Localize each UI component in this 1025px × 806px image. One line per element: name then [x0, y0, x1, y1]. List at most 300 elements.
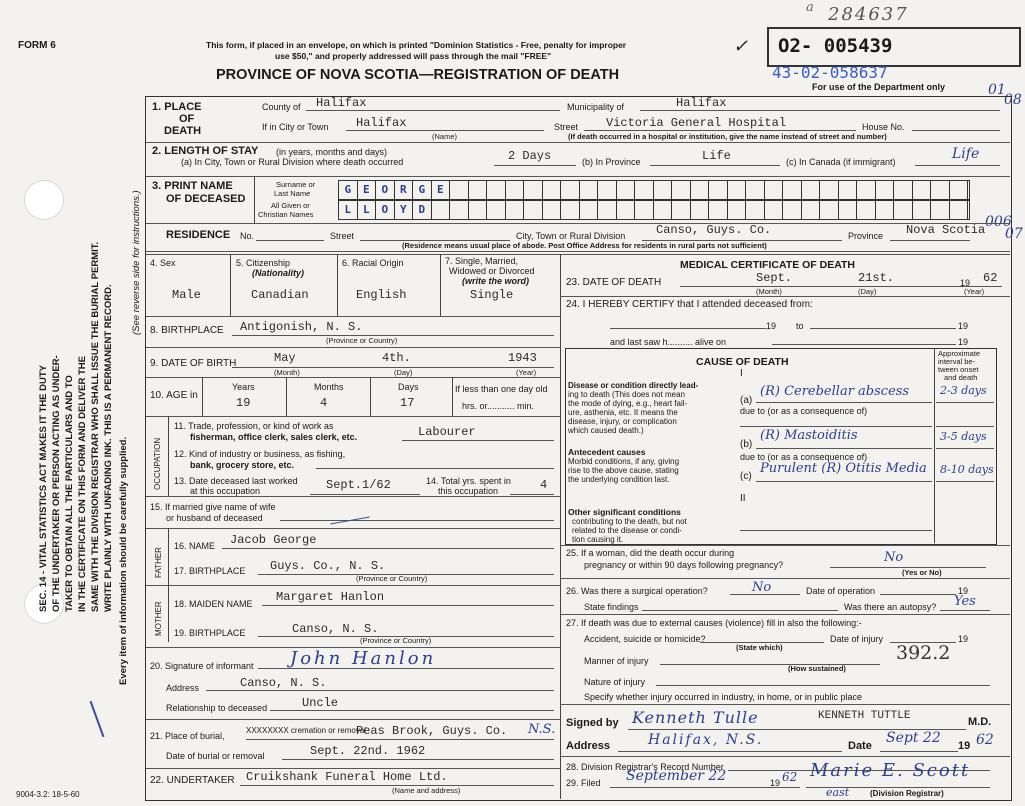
- surname-empty-cell: [876, 181, 895, 199]
- injury-date-19: 19: [958, 634, 969, 644]
- interval-2: interval be-: [938, 357, 976, 366]
- filed-year: 62: [782, 770, 798, 784]
- sig-year: 62: [976, 732, 994, 748]
- interval-b-line: [936, 448, 994, 449]
- burial-date-label: Date of burial or removal: [166, 751, 265, 761]
- part-one: I: [740, 368, 743, 379]
- length-of-stay-label: 2. LENGTH OF STAY: [152, 145, 259, 157]
- birthplace-sub: (Province or Country): [326, 336, 398, 345]
- father-sub: (Province or Country): [356, 574, 428, 583]
- burial-place-hw: N.S.: [528, 722, 556, 737]
- side-text-line6: Every item of information should be carefully supplied.: [118, 436, 129, 685]
- surname-letter: R: [395, 181, 414, 199]
- signer-signature: Kenneth Tulle: [632, 708, 759, 727]
- residence-no-line: [256, 240, 324, 241]
- given-name-empty-cell: [635, 201, 654, 219]
- surname-empty-cell: [746, 181, 765, 199]
- certify-to-line: [810, 328, 956, 329]
- death-year-sub: (Year): [964, 287, 985, 296]
- age-months-label: Months: [314, 382, 344, 392]
- print-name-label-1: 3. PRINT NAME: [152, 180, 233, 192]
- given-name-empty-cell: [783, 201, 802, 219]
- father-name-label: 16. NAME: [174, 541, 216, 551]
- cause-c: Purulent (R) Otitis Media: [760, 461, 927, 476]
- filed-year-prefix: 19: [770, 778, 781, 788]
- street-value: Victoria General Hospital: [606, 116, 787, 130]
- origin-label: 6. Racial Origin: [342, 258, 404, 268]
- last-worked-label-2: at this occupation: [190, 486, 261, 496]
- residence-province-line: [890, 240, 970, 241]
- side-text-line1: SEC. 14 - VITAL STATISTICS ACT MAKES IT THE DUTY: [38, 364, 49, 612]
- age-div-3: [452, 377, 453, 416]
- burial-place-label: 21. Place of burial,: [150, 731, 225, 741]
- stay-province-label: (b) In Province: [582, 157, 641, 167]
- interval-1: Approximate: [938, 349, 981, 358]
- mother-birthplace: Canso, N. S.: [292, 622, 379, 636]
- autopsy-line: [940, 610, 990, 611]
- certify-label: 24. I HEREBY CERTIFY that I attended deceased from:: [566, 299, 813, 310]
- stay-province-value: Life: [702, 149, 731, 163]
- findings-line: [642, 610, 838, 611]
- death-date-line: [680, 286, 1002, 287]
- sep-r2: [560, 545, 1010, 546]
- hospital-note: (If death occurred in a hospital or institution, give the name instead of street and number): [568, 132, 887, 141]
- undertaker-label: 22. UNDERTAKER: [150, 775, 235, 786]
- surname-empty-cell: [487, 181, 506, 199]
- given-name-empty-cell: [913, 201, 932, 219]
- municipality-value: Halifax: [676, 96, 727, 110]
- father-birthplace-label: 17. BIRTHPLACE: [174, 566, 246, 576]
- given-name-empty-cell: [672, 201, 691, 219]
- blank-line-1b: [936, 426, 994, 427]
- industry-label-1: 12. Kind of industry or business, as fishing,: [174, 449, 346, 459]
- surname-empty-cell: [598, 181, 617, 199]
- surname-empty-cell: [802, 181, 821, 199]
- surname-empty-cell: [580, 181, 599, 199]
- print-code: 9004-3.2: 18-5-60: [16, 790, 80, 799]
- burial-date-line: [282, 759, 554, 760]
- interval-c: 8-10 days: [940, 463, 994, 476]
- father-name: Jacob George: [230, 533, 317, 547]
- mother-sub: (Province or Country): [360, 636, 432, 645]
- place-label-3: DEATH: [164, 125, 202, 137]
- woman-label-1: 25. If a woman, did the death occur during: [566, 548, 735, 558]
- burial-place-label-b: XXXXXXXX cremation or removal: [246, 726, 367, 735]
- death-year: 62: [983, 271, 998, 285]
- form-number: FORM 6: [18, 40, 56, 51]
- sig-address-line: [618, 751, 842, 752]
- surname-label-2: Last Name: [274, 189, 311, 198]
- margin-code-3: 006: [985, 214, 1012, 230]
- side-text-line3: TAKER TO OBTAIN ALL THE PARTICULARS AND TO: [64, 375, 75, 612]
- municipality-label: Municipality of: [567, 102, 625, 112]
- residence-label: RESIDENCE: [166, 229, 231, 241]
- informant-address: Canso, N. S.: [240, 676, 327, 690]
- center-divider: [560, 254, 561, 799]
- given-name-empty-cell: [598, 201, 617, 219]
- accident-label: Accident, suicide or homicide?: [584, 634, 706, 644]
- external-label: 27. If death was due to external causes (violence) fill in also the following:-: [566, 618, 862, 628]
- under-day-2: hrs. or........... min.: [462, 401, 535, 411]
- residence-city-label: City, Town or Rural Division: [516, 231, 626, 241]
- residence-no-label: No.: [240, 231, 255, 241]
- certify-from-line: [610, 328, 766, 329]
- industry-line: [316, 468, 554, 469]
- spouse-label-2: or husband of deceased: [166, 513, 263, 523]
- given-name-empty-cell: [450, 201, 469, 219]
- injury-date-label: Date of injury: [830, 634, 884, 644]
- surname-empty-cell: [894, 181, 913, 199]
- antecedent-1: Antecedent causes: [568, 447, 646, 457]
- cause-title: CAUSE OF DEATH: [696, 356, 789, 368]
- surname-empty-cell: [728, 181, 747, 199]
- sig-address-label: Address: [566, 740, 611, 752]
- sig-date: Sept 22: [886, 730, 941, 746]
- sep-5: [146, 316, 560, 317]
- given-name-empty-cell: [543, 201, 562, 219]
- age-days-label: Days: [398, 382, 419, 392]
- undertaker-sub: (Name and address): [392, 786, 461, 795]
- last-worked-line: [310, 494, 420, 495]
- given-name-empty-cell: [802, 201, 821, 219]
- antecedent-2: Morbid conditions, if any, giving: [568, 457, 680, 466]
- surname-letter: G: [413, 181, 432, 199]
- county-label: County of: [262, 102, 301, 112]
- surname-empty-cell: [561, 181, 580, 199]
- spouse-line: [280, 520, 554, 521]
- disease-label-6: which caused death.): [568, 426, 644, 435]
- dob-day-sub: (Day): [394, 368, 413, 377]
- age-years: 19: [236, 396, 251, 410]
- status-label-3: (write the word): [462, 276, 529, 286]
- father-birthplace: Guys. Co., N. S.: [270, 559, 386, 573]
- part-two: II: [740, 493, 746, 504]
- state-findings: State findings: [584, 602, 639, 612]
- birthplace-label: 8. BIRTHPLACE: [150, 325, 224, 336]
- burial-date: Sept. 22nd. 1962: [310, 744, 426, 758]
- relationship-line: [270, 710, 554, 711]
- cause-b-line: [756, 448, 932, 449]
- sex-label: 4. Sex: [150, 258, 176, 268]
- punch-hole-top: [24, 180, 64, 220]
- specify-label: Specify whether injury occurred in industry, in home, or in public place: [584, 692, 862, 702]
- trade-line: [402, 440, 554, 441]
- given-name-empty-cell: [691, 201, 710, 219]
- death-day-sub: (Day): [858, 287, 877, 296]
- total-years-label-2: this occupation: [438, 486, 499, 496]
- city-name-sub: (Name): [432, 132, 458, 141]
- age-div-0: [202, 377, 203, 416]
- place-label-2: OF: [179, 113, 195, 125]
- cause-interval-div: [934, 348, 935, 543]
- signed-label: Signed by: [566, 717, 619, 729]
- disease-label-1: Disease or condition directly lead-: [568, 381, 699, 390]
- surgery-label: 26. Was there a surgical operation?: [566, 586, 708, 596]
- line-b: (b): [740, 439, 753, 450]
- side-text-line5: WRITE PLAINLY WITH UNFADING INK. THIS IS A PERMANENT RECORD.: [103, 284, 114, 612]
- registrar-signature: Marie E. Scott: [810, 760, 971, 781]
- dob-day: 4th.: [382, 351, 411, 365]
- autopsy-answer: Yes: [954, 594, 976, 609]
- cause-b: (R) Mastoiditis: [760, 428, 858, 443]
- last-worked-label-1: 13. Date deceased last worked: [174, 476, 298, 486]
- surgery-line: [730, 594, 800, 595]
- sep-8: [146, 416, 560, 417]
- city-label: If in City or Town: [262, 122, 329, 132]
- father-side-div: [168, 528, 169, 585]
- pers-div-3: [440, 254, 441, 317]
- other-line: [740, 530, 932, 531]
- department-use: For use of the Department only: [812, 82, 946, 92]
- given-name-empty-cell: [506, 201, 525, 219]
- residence-note: (Residence means usual place of abode. Post Office Address for residents in rural parts not sufficient): [402, 241, 767, 250]
- surname-empty-cell: [506, 181, 525, 199]
- county-value: Halifax: [316, 96, 367, 110]
- surname-label-1: Surname or: [276, 180, 316, 189]
- given-name-empty-cell: [432, 201, 451, 219]
- under-day-1: If less than one day old: [455, 384, 548, 394]
- total-years-value: 4: [540, 478, 548, 492]
- registrar-sub: east: [826, 786, 850, 799]
- surname-empty-cell: [617, 181, 636, 199]
- municipality-line: [640, 110, 1000, 111]
- record-label: 28. Division Registrar's Record Number: [566, 762, 724, 772]
- surname-letter: E: [432, 181, 451, 199]
- city-line: [346, 130, 544, 131]
- disease-label-5: disease, injury, or complication: [568, 417, 677, 426]
- relationship-label: Relationship to deceased: [166, 703, 268, 713]
- death-month-sub: (Month): [756, 287, 782, 296]
- line-a: (a): [740, 395, 753, 406]
- street-label: Street: [554, 122, 579, 132]
- yes-no-sub: (Yes or No): [902, 568, 942, 577]
- envelope-note-1: This form, if placed in an envelope, on which is printed "Dominion Statistics - Free, penalty for improper: [206, 40, 627, 50]
- other-3: related to the disease or condi-: [572, 526, 682, 535]
- last-saw-19: 19: [958, 337, 969, 347]
- last-worked-value: Sept.1/62: [326, 478, 391, 492]
- op-date-line: [880, 594, 956, 595]
- surname-empty-cell: [469, 181, 488, 199]
- manner-label: Manner of injury: [584, 656, 649, 666]
- stay-province-line: [650, 165, 780, 166]
- burial-place: Peas Brook, Guys. Co.: [356, 724, 508, 738]
- age-days: 17: [400, 396, 415, 410]
- surname-letter: G: [339, 181, 358, 199]
- death-month: Sept.: [756, 271, 793, 285]
- given-name-empty-cell: [839, 201, 858, 219]
- last-saw-label: and last saw h.......... alive on: [610, 337, 727, 347]
- interval-4: and death: [944, 373, 978, 382]
- place-label-1: 1. PLACE: [152, 101, 202, 113]
- interval-b: 3-5 days: [940, 430, 987, 443]
- death-year-prefix: 19: [960, 278, 971, 288]
- side-text-line4b: IN THE CERTIFICATE ON THIS FORM AND DELIVER THE: [77, 356, 88, 612]
- interval-3: tween onset: [938, 365, 979, 374]
- margin-code-4: 07: [1005, 226, 1023, 242]
- sep-2: [146, 176, 1010, 177]
- filed-line: [610, 787, 800, 788]
- citizenship-sub: (Nationality): [252, 268, 305, 278]
- medical-title: MEDICAL CERTIFICATE OF DEATH: [680, 259, 855, 271]
- given-name-empty-cell: [654, 201, 673, 219]
- stamp-number: 43-02-058637: [772, 63, 888, 82]
- state-which: (State which): [736, 643, 783, 652]
- age-div-1: [286, 377, 287, 416]
- given-name-letter: O: [376, 201, 395, 219]
- stay-canada-value: Life: [952, 146, 980, 162]
- dob-month: May: [274, 351, 296, 365]
- md-label: M.D.: [968, 716, 992, 728]
- age-label: 10. AGE in: [150, 390, 198, 401]
- sep-14: [146, 768, 560, 769]
- filed-label: 29. Filed: [566, 778, 601, 788]
- origin-value: English: [356, 288, 407, 302]
- total-years-line: [510, 494, 554, 495]
- given-name-empty-cell: [857, 201, 876, 219]
- form-title: PROVINCE OF NOVA SCOTIA—REGISTRATION OF DEATH: [216, 67, 620, 83]
- mother-side-div: [168, 585, 169, 642]
- given-name-empty-cell: [876, 201, 895, 219]
- surname-empty-cell: [672, 181, 691, 199]
- margin-code-1: 01: [988, 82, 1006, 98]
- informant-address-line: [206, 690, 554, 691]
- interval-c-line: [936, 481, 994, 482]
- county-line: [306, 110, 560, 111]
- antecedent-3: rise to the above cause, stating: [568, 466, 679, 475]
- surname-empty-cell: [524, 181, 543, 199]
- status-label-1: 7. Single, Married,: [445, 256, 519, 266]
- sex-value: Male: [172, 288, 201, 302]
- line-c: (c): [740, 471, 752, 482]
- code-value: 392.2: [896, 642, 951, 664]
- house-line: [912, 130, 1000, 131]
- surname-empty-cell: [635, 181, 654, 199]
- stay-city-value: 2 Days: [508, 149, 552, 163]
- mother-side-label: MOTHER: [154, 601, 163, 636]
- manner-line: [660, 664, 880, 665]
- signer-printed: KENNETH TUTTLE: [818, 710, 911, 722]
- envelope-note-2: use $50," and properly addressed will pass through the mail "FREE": [275, 51, 552, 61]
- given-name-empty-cell: [617, 201, 636, 219]
- surname-empty-cell: [543, 181, 562, 199]
- father-side-label: FATHER: [154, 547, 163, 578]
- residence-province-value: Nova Scotia: [906, 223, 986, 237]
- city-value: Halifax: [356, 116, 407, 130]
- trade-value: Labourer: [418, 425, 476, 439]
- age-months: 4: [320, 396, 328, 410]
- residence-province-label: Province: [848, 231, 884, 241]
- given-name-letter: L: [358, 201, 377, 219]
- given-name-empty-cell: [728, 201, 747, 219]
- given-name-empty-cell: [931, 201, 950, 219]
- surname-empty-cell: [839, 181, 858, 199]
- residence-street-label: Street: [330, 231, 355, 241]
- handwritten-top-number: 284637: [828, 4, 909, 25]
- filed-date: September 22: [626, 768, 727, 784]
- surname-empty-cell: [709, 181, 728, 199]
- surname-empty-cell: [450, 181, 469, 199]
- sep-9: [146, 496, 560, 497]
- given-name-empty-cell: [709, 201, 728, 219]
- cause-a: (R) Cerebellar abscess: [760, 384, 910, 399]
- sep-r3: [560, 578, 1010, 579]
- last-saw-line: [772, 344, 956, 345]
- interval-a: 2-3 days: [940, 384, 987, 397]
- surname-empty-cell: [654, 181, 673, 199]
- surname-empty-cell: [783, 181, 802, 199]
- sep-4b: [146, 254, 1010, 255]
- name-divider: [254, 177, 255, 223]
- margin-pen-stroke: [90, 701, 105, 737]
- trade-label-2: fisherman, office clerk, sales clerk, etc.: [190, 432, 358, 442]
- given-name-empty-cell: [561, 201, 580, 219]
- sep-r1: [560, 296, 1010, 297]
- informant-address-label: Address: [166, 683, 200, 693]
- disease-label-4: ure, asthenia, etc. It means the: [568, 408, 678, 417]
- house-label: House No.: [862, 122, 905, 132]
- interval-a-line: [936, 402, 994, 403]
- undertaker-name: Cruikshank Funeral Home Ltd.: [246, 770, 448, 784]
- certify-to: to: [796, 321, 804, 331]
- woman-answer: No: [884, 550, 904, 565]
- woman-label-2: pregnancy or within 90 days following pregnancy?: [584, 560, 784, 570]
- surname-empty-cell: [691, 181, 710, 199]
- surname-letter: O: [376, 181, 395, 199]
- given-name-empty-cell: [746, 201, 765, 219]
- cause-a-line: [756, 402, 932, 403]
- mother-birthplace-label: 19. BIRTHPLACE: [174, 628, 246, 638]
- death-date-label: 23. DATE OF DEATH: [566, 277, 662, 288]
- op-date-19: 19: [958, 586, 969, 596]
- other-2: contributing to the death, but not: [572, 517, 687, 526]
- due-to-1: due to (or as a consequence of): [740, 406, 868, 416]
- trade-label-1: 11. Trade, profession, or kind of work as: [174, 421, 334, 431]
- given-name-empty-cell: [580, 201, 599, 219]
- given-label-2: Christian Names: [258, 210, 314, 219]
- sig-date-label: Date: [848, 740, 872, 752]
- residence-city-value: Canso, Guys. Co.: [656, 223, 772, 237]
- stay-city-label: (a) In City, Town or Rural Division where death occurred: [181, 157, 404, 167]
- mother-maiden-line: [262, 605, 554, 606]
- blank-line-1: [740, 426, 932, 427]
- cause-c-line: [756, 481, 932, 482]
- sig-address: Halifax, N.S.: [648, 732, 764, 748]
- industry-label-2: bank, grocery store, etc.: [190, 460, 295, 470]
- surname-empty-cell: [820, 181, 839, 199]
- sep-4a: [146, 251, 1010, 252]
- nature-line: [656, 685, 990, 686]
- disease-label-2: ing to death (This does not mean: [568, 390, 685, 399]
- informant-sig-line: [258, 668, 554, 669]
- stay-canada-label: (c) In Canada (if immigrant): [786, 157, 896, 167]
- check-mark: ✓: [733, 36, 749, 57]
- age-div-2: [370, 377, 371, 416]
- birthplace-value: Antigonish, N. S.: [240, 320, 363, 334]
- status-label-2: Widowed or Divorced: [449, 266, 535, 276]
- given-name-empty-cell: [487, 201, 506, 219]
- citizenship-value: Canadian: [251, 288, 309, 302]
- surgery-answer: No: [752, 580, 772, 595]
- spouse-label-1: 15. If married give name of wife: [150, 502, 276, 512]
- pers-div-1: [230, 254, 231, 317]
- informant-signature: John Hanlon: [290, 648, 437, 669]
- sig-date-line: [880, 751, 958, 752]
- op-date-label: Date of operation: [806, 586, 876, 596]
- length-of-stay-note: (in years, months and days): [276, 147, 388, 157]
- other-1: Other significant conditions: [568, 507, 681, 517]
- given-name-empty-cell: [894, 201, 913, 219]
- dob-label: 9. DATE OF BIRTH: [150, 358, 237, 369]
